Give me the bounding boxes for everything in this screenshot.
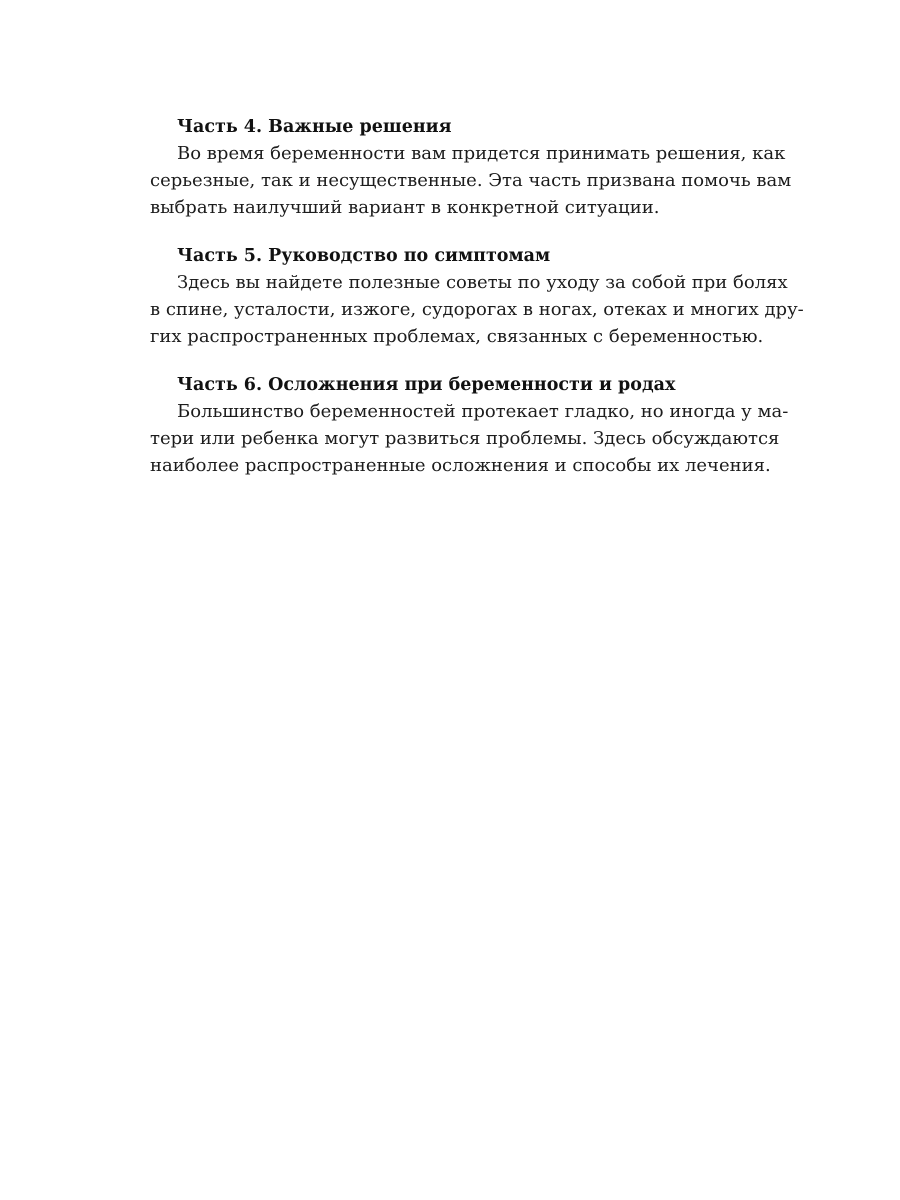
paragraph-line: тери или ребенка могут развиться проблемы. Здесь обсуждаются	[150, 428, 780, 449]
paragraph-line: Большинство беременностей протекает гладко, но иногда у ма-	[177, 401, 789, 422]
section-heading: Часть 4. Важные решения	[177, 117, 452, 137]
paragraph-line: серьезные, так и несущественные. Эта часть призвана помочь вам	[150, 170, 792, 191]
section-paragraph	[150, 140, 792, 221]
section-part-5	[150, 243, 804, 350]
section-paragraph	[150, 398, 789, 479]
section-part-6	[150, 372, 789, 479]
paragraph-line: Здесь вы найдете полезные советы по уходу за собой при болях	[177, 272, 788, 293]
paragraph-line: гих распространенных проблемах, связанных с беременностью.	[150, 326, 764, 347]
section-heading: Часть 5. Руководство по симптомам	[177, 246, 551, 266]
paragraph-line: Во время беременности вам придется принимать решения, как	[177, 143, 786, 164]
document-page	[150, 114, 804, 501]
paragraph-line: выбрать наилучший вариант в конкретной ситуации.	[150, 197, 660, 218]
paragraph-line: наиболее распространенные осложнения и способы их лечения.	[150, 455, 771, 476]
section-heading: Часть 6. Осложнения при беременности и родах	[177, 375, 676, 395]
section-paragraph	[150, 269, 804, 350]
paragraph-line: в спине, усталости, изжоге, судорогах в ногах, отеках и многих дру-	[150, 299, 804, 320]
section-part-4	[150, 114, 792, 221]
